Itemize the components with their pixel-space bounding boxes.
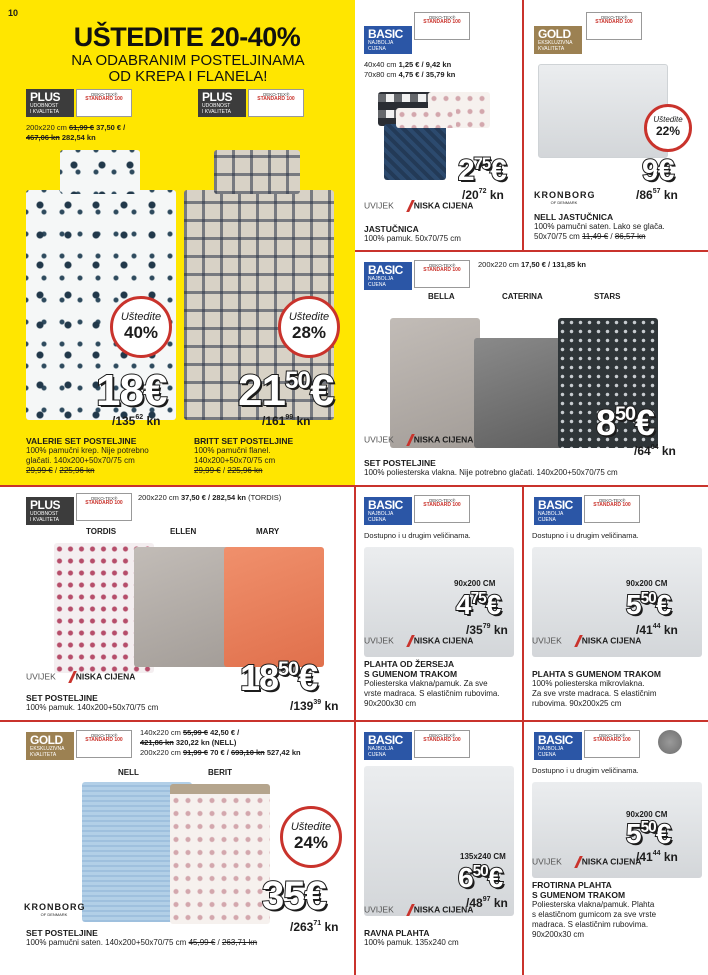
ravna-price: $6^{50}€$ (458, 862, 503, 893)
gumenom-size: 90x200 CM (626, 579, 668, 588)
plus-badge-3: PLUS UDOBNOST I KVALITETA (26, 497, 74, 525)
basic-badge: BASIC NAJBOLJA CIJENA (364, 26, 412, 54)
oeko-tex-label-5: OEKO-TEX® STANDARD 100 (414, 260, 470, 288)
name-mary: MARY (256, 527, 280, 536)
pillow-navy-image (384, 124, 446, 180)
hero-title: UŠTEDITE 20-40% (73, 22, 301, 52)
jastucnica-price: $2^{75}€$ (458, 154, 506, 187)
nell-set-price-kn: $/263^{71}$ kn (290, 920, 339, 934)
oeko-tex-label-9: OEKO-TEX® STANDARD 100 (76, 730, 132, 758)
gold-badge: GOLD EKSKLUZIVNA KVALITETA (534, 26, 582, 54)
frotirna-price: $5^{50}€$ (626, 818, 671, 849)
nell-set-info: SET POSTELJINE 100% pamučni saten. 140x200+50x70/75 cm 45,99 € / 263,71 kn (26, 928, 258, 947)
uvijek-niska-cijena-2: UVIJEK NISKA CIJENA (364, 434, 474, 445)
berit-duvet-image (170, 784, 270, 924)
jastucnica-panel (356, 0, 522, 250)
basic-badge-5: BASIC NAJBOLJA CIJENA (364, 732, 412, 760)
valerie-pillow-image (60, 150, 140, 194)
uvijek-niska-cijena-6: UVIJEK NISKA CIJENA (364, 904, 474, 915)
set-basic-price-kn: $/64^{04}$ kn (634, 444, 676, 458)
name-tordis: TORDIS (86, 527, 117, 536)
oeko-tex-label-7: OEKO-TEX® STANDARD 100 (414, 495, 470, 523)
frotirna-avail: Dostupno i u drugim veličinama. (532, 766, 639, 775)
ravna-size: 135x240 CM (460, 852, 506, 861)
ravna-info: RAVNA PLAHTA 100% pamuk. 135x240 cm (364, 928, 459, 947)
nell-jast-price-kn: $/86^{57}$ kn (636, 188, 678, 202)
oeko-tex-label-8: OEKO-TEX® STANDARD 100 (584, 495, 640, 523)
frotirna-swatch (658, 730, 682, 754)
basic-badge-4: BASIC NAJBOLJA CIJENA (534, 497, 582, 525)
kronborg-logo-2: KRONBORG OF DENMARK (24, 902, 86, 917)
basic-badge-6: BASIC NAJBOLJA CIJENA (534, 732, 582, 760)
oeko-tex-label-11: OEKO-TEX® STANDARD 100 (584, 730, 640, 758)
set-basic-info: SET POSTELJINE 100% poliesterska vlakna. Nije potrebno glačati. 140x200+50x70/75 cm (364, 458, 618, 477)
britt-save-bubble: Uštedite 28% (278, 296, 340, 358)
zerseja-price: $4^{75}€$ (456, 589, 501, 620)
frotirna-price-kn: $/41^{44}$ kn (636, 850, 678, 864)
uvijek-niska-cijena-5: UVIJEK NISKA CIJENA (532, 635, 642, 646)
gumenom-price: $5^{50}€$ (626, 589, 671, 620)
oeko-tex-label-10: OEKO-TEX® STANDARD 100 (414, 730, 470, 758)
nell-set-save-bubble: Uštedite 24% (280, 806, 342, 868)
oeko-tex-label-3: OEKO-TEX® STANDARD 100 (414, 12, 470, 40)
oeko-tex-label-4: OEKO-TEX® STANDARD 100 (586, 12, 642, 40)
plahta-gumenom-panel (524, 487, 708, 720)
frotirna-panel (524, 722, 708, 975)
oeko-tex-label-6: OEKO-TEX® STANDARD 100 (76, 493, 132, 521)
valerie-info: VALERIE SET POSTELJINE 100% pamučni krep. Nije potrebno glačati. 140x200+50x70/75 cm 29,99 € / 225,96 kn (26, 436, 149, 475)
valerie-price: 18€ (96, 366, 167, 415)
hero-subtitle-2: OD KREPA I FLANELA! (108, 68, 268, 85)
kronborg-logo: KRONBORG OF DENMARK (534, 190, 596, 205)
ravna-panel (356, 722, 522, 975)
set-plus-info: SET POSTELJINE 100% pamuk. 140x200+50x70/75 cm (26, 693, 159, 712)
set-plus-panel (0, 487, 354, 720)
name-berit: BERIT (208, 768, 232, 777)
uvijek-niska-cijena-4: UVIJEK NISKA CIJENA (364, 635, 474, 646)
mary-image (224, 547, 324, 667)
ravna-price-kn: $/48^{97}$ kn (466, 896, 508, 910)
uvijek-niska-cijena: UVIJEK NISKA CIJENA (364, 200, 474, 211)
britt-pillow-image (214, 150, 300, 194)
page-number: 10 (8, 8, 19, 18)
plus-badge-2: PLUS UDOBNOST I KVALITETA (198, 89, 246, 117)
set-basic-size-price: 200x220 cm 17,50 € / 131,85 kn (478, 260, 587, 269)
britt-price-kn: $/161^{99}$ kn (262, 414, 311, 428)
zerseja-size: 90x200 CM (454, 579, 496, 588)
gumenom-price-kn: $/41^{44}$ kn (636, 623, 678, 637)
uvijek-niska-cijena-7: UVIJEK NISKA CIJENA (532, 856, 642, 867)
basic-badge-3: BASIC NAJBOLJA CIJENA (364, 497, 412, 525)
oeko-tex-label: OEKO-TEX® STANDARD 100 (76, 89, 132, 117)
gumenom-avail: Dostupno i u drugim veličinama. (532, 531, 639, 540)
britt-price: $21^{50}€$ (238, 366, 334, 415)
gumenom-info: PLAHTA S GUMENOM TRAKOM 100% poliesterska mikrovlakna. Za sve vrste madraca. S elastičnim rubovima. 90x200x25 cm (532, 669, 661, 708)
basic-badge-2: BASIC NAJBOLJA CIJENA (364, 262, 412, 290)
jastucnica-sizes: 40x40 cm 1,25 € / 9,42 kn 70x80 cm 4,75 € / 35,79 kn (364, 60, 456, 79)
nell-jast-price: 9€ (642, 154, 674, 187)
jastucnica-price-kn: $/20^{72}$ kn (462, 188, 504, 202)
nell-set-panel (0, 722, 354, 975)
name-ellen: ELLEN (170, 527, 197, 536)
zerseja-avail: Dostupno i u drugim veličinama. (364, 531, 471, 540)
britt-info: BRITT SET POSTELJINE 100% pamučni flanel. 140x200+50x70/75 cm 29,99 € / 225,96 kn (194, 436, 294, 475)
name-bella: BELLA (428, 292, 455, 301)
uvijek-niska-cijena-3: UVIJEK NISKA CIJENA (26, 671, 136, 682)
pillow-floral2-image (396, 108, 456, 128)
valerie-size-price: 200x220 cm 61,99 € 37,50 € / 467,06 kn 282,54 kn (26, 123, 126, 142)
caterina-image (474, 338, 564, 448)
bella-image (390, 318, 480, 448)
hero-subtitle-1: NA ODABRANIM POSTELJINAMA (71, 52, 305, 69)
nell-set-prices: 140x220 cm 55,99 € 42,50 € / 421,86 kn 320,22 kn (NELL) 200x220 cm 91,99 € 70 € / 693,10 kn 527,42 kn (140, 728, 301, 757)
name-nell: NELL (118, 768, 139, 777)
nell-jast-info: NELL JASTUČNICA 100% pamučni saten. Lako se glača. 50x70/75 cm 11,49 € / 86,57 kn (534, 212, 665, 241)
set-plus-price-kn: $/139^{39}$ kn (290, 699, 339, 713)
valerie-price-kn: $/135^{62}$ kn (112, 414, 161, 428)
zerseja-info: PLAHTA OD ŽERSEJA S GUMENOM TRAKOM Poliesterska vlakna/pamuk. Za sve vrste madraca. S elastičnim rubovima. 90x200x30 cm (364, 659, 500, 708)
name-stars: STARS (594, 292, 621, 301)
nell-jast-save-bubble: Uštedite 22% (644, 104, 692, 152)
set-plus-size-price: 200x220 cm 37,50 € / 282,54 kn (TORDIS) (138, 493, 282, 502)
jastucnica-info: JASTUČNICA 100% pamuk. 50x70/75 cm (364, 224, 461, 243)
set-basic-panel (356, 252, 708, 484)
gold-badge-2: GOLD EKSKLUZIVNA KVALITETA (26, 732, 74, 760)
frotirna-info: FROTIRNA PLAHTA S GUMENOM TRAKOM Poliesterska vlakna/pamuk. Plahta s elastičnom gumicom za sve vrste madraca. S elastičnim rubovima. 90x200x30 cm (532, 880, 657, 939)
white-pillow-image (538, 64, 668, 158)
frotirna-size: 90x200 CM (626, 810, 668, 819)
nell-set-price: 35€ (262, 874, 326, 918)
ellen-image (134, 547, 234, 667)
zerseja-price-kn: $/35^{79}$ kn (466, 623, 508, 637)
name-caterina: CATERINA (502, 292, 543, 301)
set-plus-price: $18^{50}€$ (240, 657, 318, 698)
hero-panel (0, 0, 355, 485)
plahta-zerseja-panel (356, 487, 522, 720)
oeko-tex-label-2: OEKO-TEX® STANDARD 100 (248, 89, 304, 117)
nell-jastucnica-panel (524, 0, 708, 250)
set-basic-price: $8^{50}€$ (596, 402, 655, 443)
valerie-save-bubble: Uštedite 40% (110, 296, 172, 358)
plus-badge: PLUS UDOBNOST I KVALITETA (26, 89, 74, 117)
